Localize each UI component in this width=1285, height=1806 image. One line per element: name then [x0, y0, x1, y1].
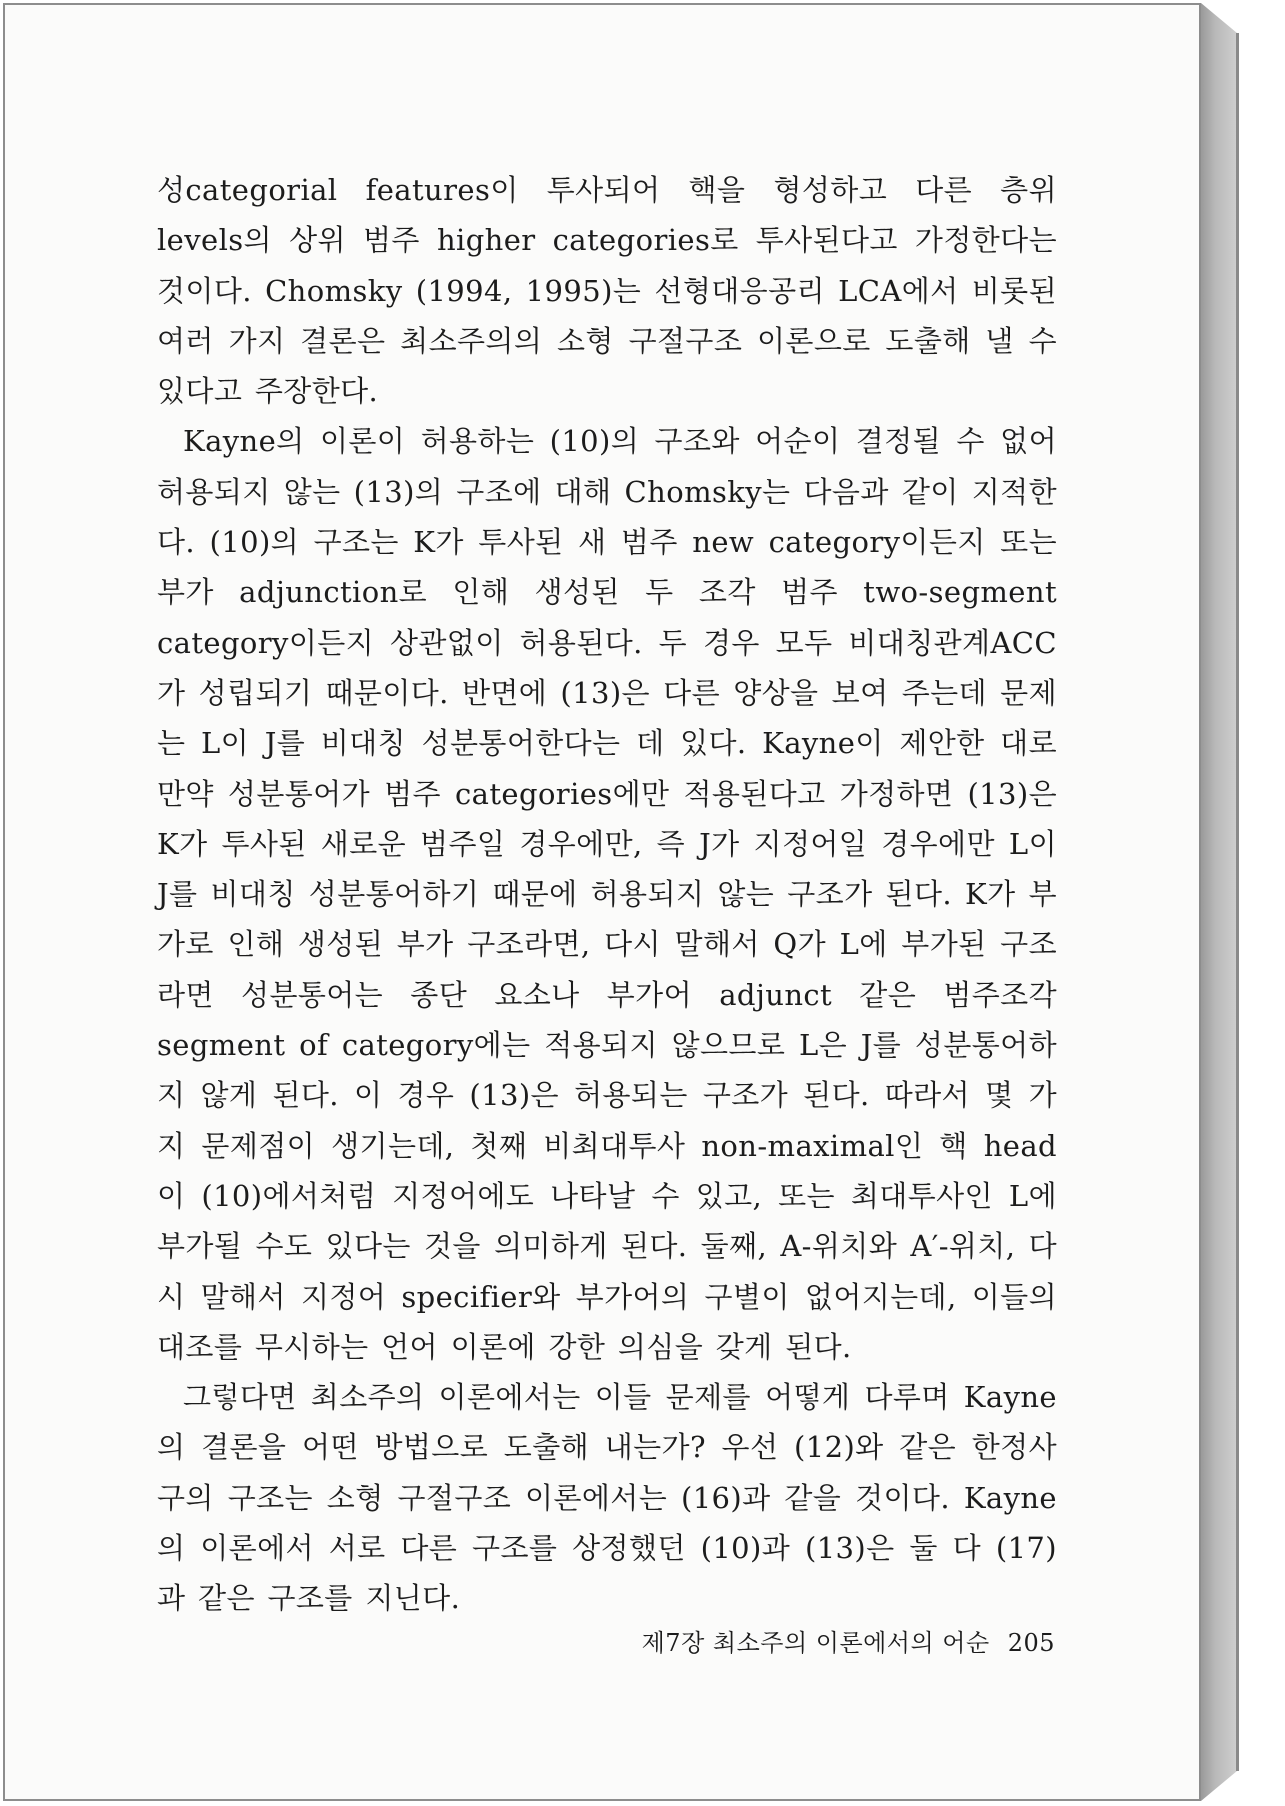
paragraph-3: 그렇다면 최소주의 이론에서는 이들 문제를 어떻게 다루며 Kayne의 결론을 어떤 방법으로 도출해 내는가? 우선 (12)와 같은 한정사구의 구조는 소형 구절구조 이론에서는 (16)과 같을 것이다. Kayne의 이론에서 서로 다른 구조를 상정했던 (10)과 (13)은 둘 다 (17)과 같은 구조를 지닌다. — [157, 1380, 1057, 1616]
page-number: 205 — [1007, 1629, 1055, 1657]
paragraph-2: Kayne의 이론이 허용하는 (10)의 구조와 어순이 결정될 수 없어 허용되지 않는 (13)의 구조에 대해 Chomsky는 다음과 같이 지적한다. (10)의 구조는 K가 투사된 새 범주 new category이든지 또는 부가 adjunction로 인해 생성된 두 조각 범주 two-segment category이든지 상관없이 허용된다. 두 경우 모두 비대칭관계ACC가 성립되기 때문이다. 반면에 (13)은 다른 양상을 보여 주는데 문제는 L이 J를 비대칭 성분통어한다는 데 있다. Kayne이 제안한 대로 만약 성분통어가 범주 categories에만 적용된다고 가정하면 (13)은 K가 투사된 새로운 범주일 경우에만, 즉 J가 지정어일 경우에만 L이 J를 비대칭 성분통어하기 때문에 허용되지 않는 구조가 된다. K가 부가로 인해 생성된 부가 구조라면, 다시 말해서 Q가 L에 부가된 구조라면 성분통어는 종단 요소나 부가어 adjunct 같은 범주조각 segment of category에는 적용되지 않으므로 L은 J를 성분통어하지 않게 된다. 이 경우 (13)은 허용되는 구조가 된다. 따라서 몇 가지 문제점이 생기는데, 첫째 비최대투사 non-maximal인 핵 head이 (10)에서처럼 지정어에도 나타날 수 있고, 또는 최대투사인 L에 부가될 수도 있다는 것을 의미하게 된다. 둘째, A-위치와 A′-위치, 다시 말해서 지정어 specifier와 부가어의 구별이 없어지는데, 이들의 대조를 무시하는 언어 이론에 강한 의심을 갖게 된다. — [157, 424, 1057, 1364]
chapter-title: 제7장 최소주의 이론에서의 어순 — [641, 1629, 990, 1657]
body-text — [157, 165, 1057, 1624]
book-page-edge — [1201, 3, 1237, 1801]
paragraph-1: 성categorial features이 투사되어 핵을 형성하고 다른 층위 levels의 상위 범주 higher categories로 투사된다고 가정한다는 것이다. Chomsky (1994, 1995)는 선형대응공리 LCA에서 비롯된 여러 가지 결론은 최소주의의 소형 구절구조 이론으로 도출해 낼 수 있다고 주장한다. — [157, 173, 1057, 409]
book-spine-line — [1236, 33, 1239, 1771]
running-footer — [642, 1623, 1055, 1658]
